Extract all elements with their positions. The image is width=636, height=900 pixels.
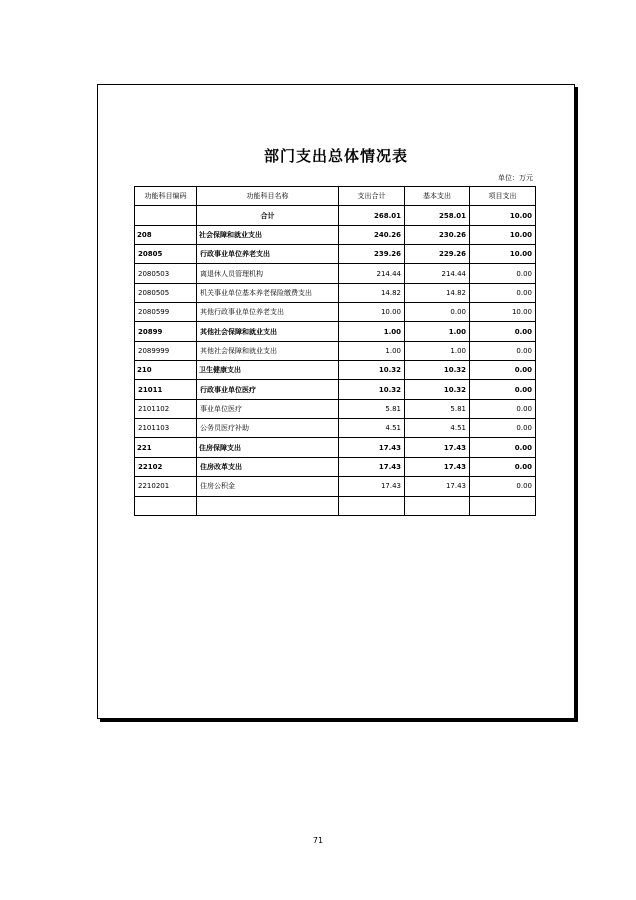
project-cell: 0.00 xyxy=(470,341,536,360)
expenditure-table xyxy=(134,186,536,516)
basic-cell: 4.51 xyxy=(405,419,470,438)
name-cell: 住房保障支出 xyxy=(197,438,339,457)
total-cell: 14.82 xyxy=(339,283,405,302)
total-cell: 17.43 xyxy=(339,477,405,496)
column-header: 项目支出 xyxy=(470,187,536,206)
project-cell: 0.00 xyxy=(470,380,536,399)
total-cell: 268.01 xyxy=(339,206,405,225)
basic-cell xyxy=(405,496,470,515)
basic-cell: 0.00 xyxy=(405,303,470,322)
project-cell: 0.00 xyxy=(470,283,536,302)
name-cell: 离退休人员管理机构 xyxy=(197,264,339,283)
name-cell: 公务员医疗补助 xyxy=(197,419,339,438)
table-row xyxy=(135,380,536,399)
basic-cell: 229.26 xyxy=(405,245,470,264)
table-row xyxy=(135,341,536,360)
table-row xyxy=(135,225,536,244)
code-cell: 2080503 xyxy=(135,264,197,283)
unit-label: 单位：万元 xyxy=(498,174,533,182)
name-cell: 住房改革支出 xyxy=(197,457,339,476)
project-cell: 0.00 xyxy=(470,419,536,438)
code-cell: 22102 xyxy=(135,457,197,476)
project-cell: 0.00 xyxy=(470,264,536,283)
total-cell: 10.00 xyxy=(339,303,405,322)
basic-cell: 1.00 xyxy=(405,341,470,360)
code-cell: 2101103 xyxy=(135,419,197,438)
project-cell: 0.00 xyxy=(470,322,536,341)
code-cell: 2210201 xyxy=(135,477,197,496)
project-cell xyxy=(470,496,536,515)
basic-cell: 214.44 xyxy=(405,264,470,283)
name-cell: 其他社会保障和就业支出 xyxy=(197,341,339,360)
name-cell: 社会保障和就业支出 xyxy=(197,225,339,244)
project-cell: 10.00 xyxy=(470,245,536,264)
code-cell xyxy=(135,206,197,225)
basic-cell: 14.82 xyxy=(405,283,470,302)
total-cell: 4.51 xyxy=(339,419,405,438)
total-cell: 240.26 xyxy=(339,225,405,244)
code-cell xyxy=(135,496,197,515)
project-cell: 0.00 xyxy=(470,477,536,496)
total-cell xyxy=(339,496,405,515)
table-header-row xyxy=(135,187,536,206)
table-row xyxy=(135,206,536,225)
project-cell: 0.00 xyxy=(470,399,536,418)
name-cell: 行政事业单位医疗 xyxy=(197,380,339,399)
column-header: 功能科目名称 xyxy=(197,187,339,206)
total-cell: 5.81 xyxy=(339,399,405,418)
project-cell: 10.00 xyxy=(470,303,536,322)
project-cell: 10.00 xyxy=(470,225,536,244)
total-cell: 10.32 xyxy=(339,380,405,399)
table-row xyxy=(135,419,536,438)
table-row xyxy=(135,457,536,476)
page-number: 71 xyxy=(312,836,324,845)
code-cell: 21011 xyxy=(135,380,197,399)
code-cell: 2101102 xyxy=(135,399,197,418)
column-header: 支出合计 xyxy=(339,187,405,206)
project-cell: 0.00 xyxy=(470,457,536,476)
total-cell: 239.26 xyxy=(339,245,405,264)
name-cell: 其他社会保障和就业支出 xyxy=(197,322,339,341)
basic-cell: 230.26 xyxy=(405,225,470,244)
document-title: 部门支出总体情况表 xyxy=(263,147,408,165)
code-cell: 20805 xyxy=(135,245,197,264)
basic-cell: 10.32 xyxy=(405,380,470,399)
total-cell: 17.43 xyxy=(339,438,405,457)
name-cell: 行政事业单位养老支出 xyxy=(197,245,339,264)
name-cell xyxy=(197,496,339,515)
project-cell: 0.00 xyxy=(470,361,536,380)
total-cell: 214.44 xyxy=(339,264,405,283)
code-cell: 2080599 xyxy=(135,303,197,322)
code-cell: 208 xyxy=(135,225,197,244)
table-body xyxy=(135,206,536,516)
name-cell: 其他行政事业单位养老支出 xyxy=(197,303,339,322)
basic-cell: 1.00 xyxy=(405,322,470,341)
table-row xyxy=(135,303,536,322)
total-cell: 10.32 xyxy=(339,361,405,380)
total-cell: 17.43 xyxy=(339,457,405,476)
table-row xyxy=(135,283,536,302)
table-row xyxy=(135,438,536,457)
table-row xyxy=(135,322,536,341)
name-cell: 事业单位医疗 xyxy=(197,399,339,418)
column-header: 基本支出 xyxy=(405,187,470,206)
basic-cell: 17.43 xyxy=(405,457,470,476)
document-sheet xyxy=(97,84,575,719)
total-cell: 1.00 xyxy=(339,341,405,360)
table-row xyxy=(135,361,536,380)
table-row xyxy=(135,496,536,515)
basic-cell: 10.32 xyxy=(405,361,470,380)
total-cell: 1.00 xyxy=(339,322,405,341)
basic-cell: 5.81 xyxy=(405,399,470,418)
table-row xyxy=(135,245,536,264)
basic-cell: 17.43 xyxy=(405,438,470,457)
basic-cell: 258.01 xyxy=(405,206,470,225)
code-cell: 20899 xyxy=(135,322,197,341)
name-cell: 住房公积金 xyxy=(197,477,339,496)
column-header: 功能科目编码 xyxy=(135,187,197,206)
code-cell: 210 xyxy=(135,361,197,380)
code-cell: 2089999 xyxy=(135,341,197,360)
name-cell: 合计 xyxy=(197,206,339,225)
project-cell: 0.00 xyxy=(470,438,536,457)
table-row xyxy=(135,264,536,283)
code-cell: 221 xyxy=(135,438,197,457)
table-row xyxy=(135,399,536,418)
name-cell: 卫生健康支出 xyxy=(197,361,339,380)
table-row xyxy=(135,477,536,496)
project-cell: 10.00 xyxy=(470,206,536,225)
name-cell: 机关事业单位基本养老保险缴费支出 xyxy=(197,283,339,302)
basic-cell: 17.43 xyxy=(405,477,470,496)
code-cell: 2080505 xyxy=(135,283,197,302)
